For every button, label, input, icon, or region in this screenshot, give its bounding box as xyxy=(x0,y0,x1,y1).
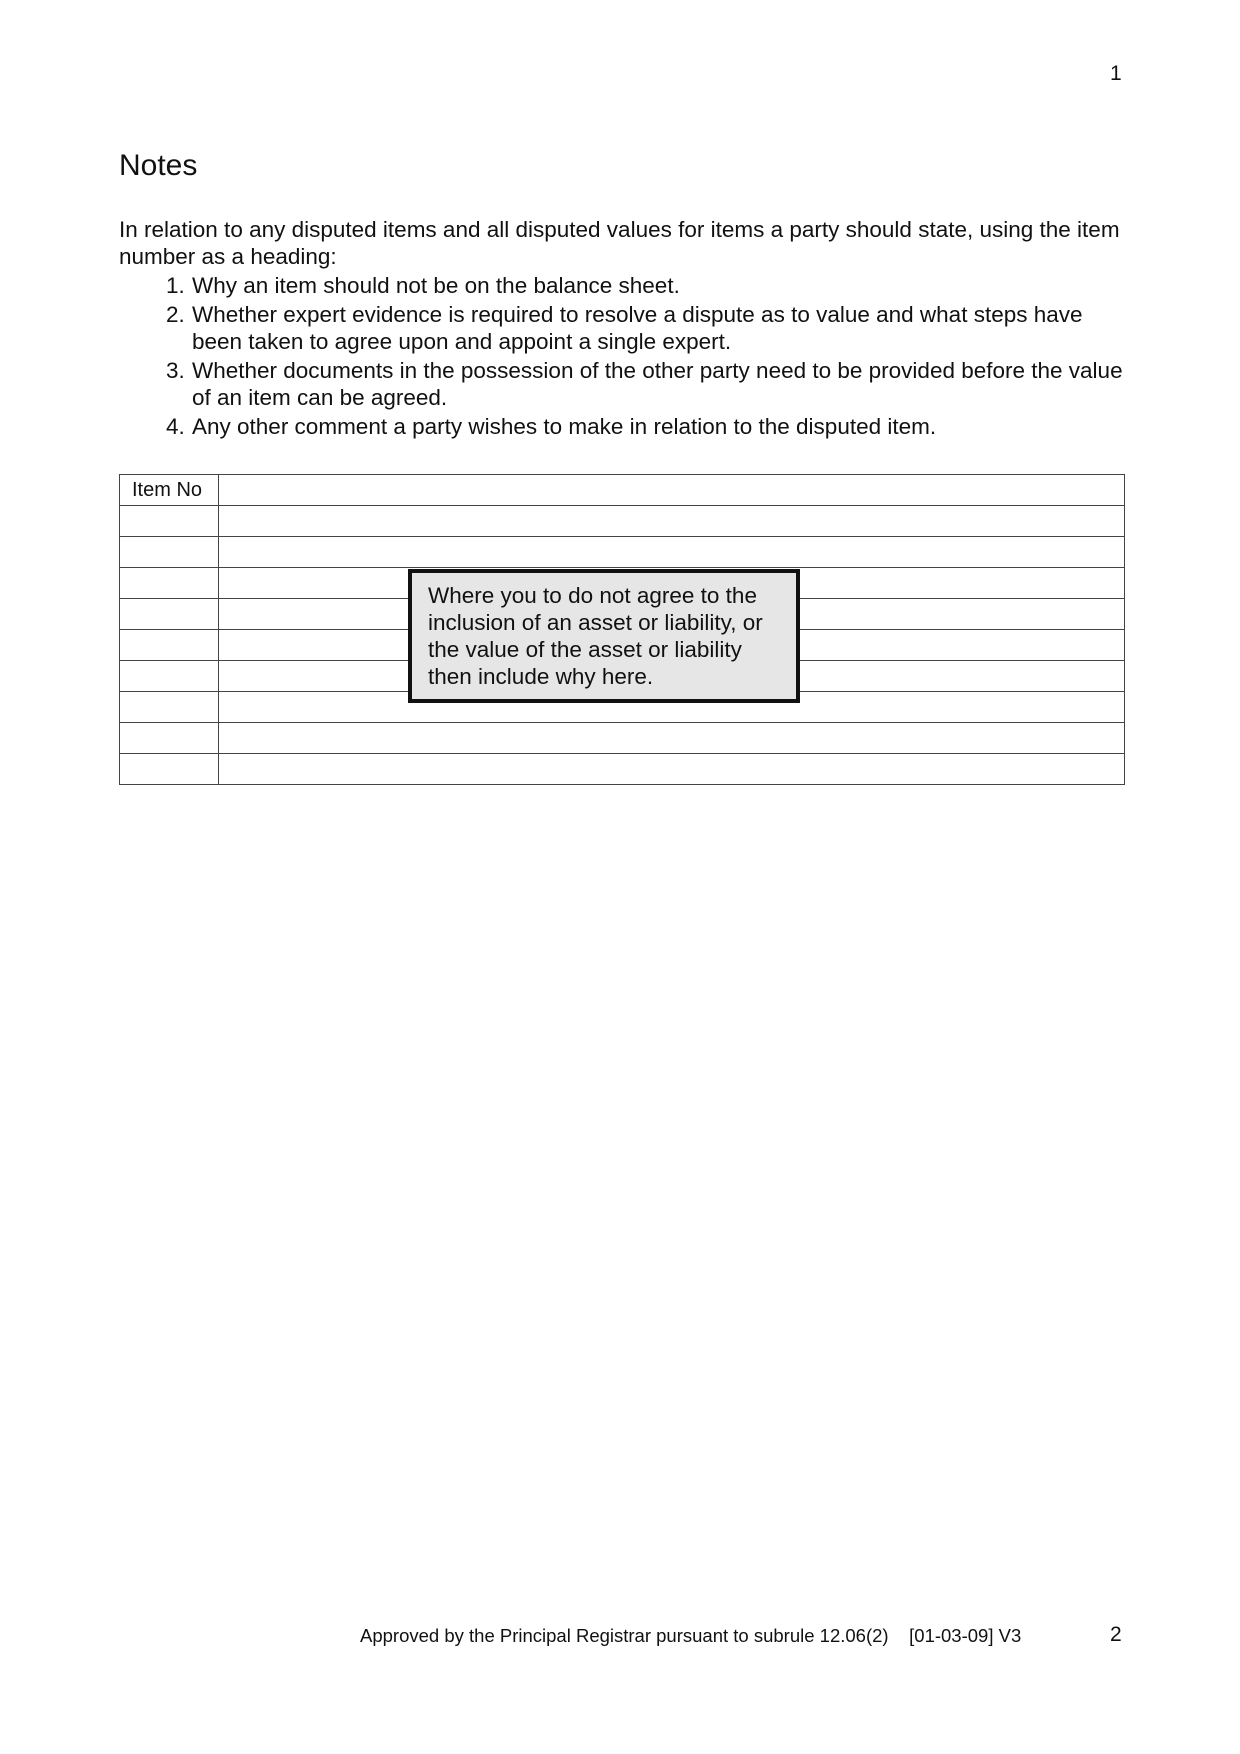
notes-heading: Notes xyxy=(119,149,198,182)
table-row xyxy=(120,506,1125,537)
item-no-cell[interactable] xyxy=(120,723,219,754)
table-row xyxy=(120,723,1125,754)
bottom-page-number: 2 xyxy=(1110,1623,1122,1646)
instruction-callout: Where you to do not agree to the inclusion of an asset or liability, or the value of the asset or liability then include why here. xyxy=(408,569,800,703)
comment-cell[interactable] xyxy=(219,537,1125,568)
notes-item-text: Why an item should not be on the balance sheet. xyxy=(192,273,680,298)
top-page-number: 1 xyxy=(1110,62,1122,85)
table-row xyxy=(120,537,1125,568)
notes-item-number: 2. xyxy=(166,302,185,327)
item-no-header: Item No xyxy=(120,475,219,506)
item-no-cell[interactable] xyxy=(120,661,219,692)
comment-cell[interactable] xyxy=(219,754,1125,785)
notes-list-item xyxy=(119,357,1129,411)
footer-approval xyxy=(360,1625,1021,1647)
footer-version: [01-03-09] V3 xyxy=(909,1625,1022,1646)
notes-list-item xyxy=(119,301,1129,355)
notes-list-item xyxy=(119,272,1129,299)
item-no-cell[interactable] xyxy=(120,692,219,723)
item-no-cell[interactable] xyxy=(120,754,219,785)
comment-cell[interactable] xyxy=(219,506,1125,537)
footer-approval-text: Approved by the Principal Registrar pursuant to subrule 12.06(2) xyxy=(360,1625,889,1646)
notes-list xyxy=(119,272,1129,442)
notes-item-text: Any other comment a party wishes to make in relation to the disputed item. xyxy=(192,414,937,439)
table-row xyxy=(120,754,1125,785)
notes-intro: In relation to any disputed items and all disputed values for items a party should state, using the item number as a heading: xyxy=(119,217,1120,269)
comment-cell[interactable] xyxy=(219,723,1125,754)
item-no-cell[interactable] xyxy=(120,506,219,537)
notes-item-text: Whether expert evidence is required to resolve a dispute as to value and what steps have been taken to agree upon and appoint a single expert. xyxy=(192,302,1083,354)
item-no-cell[interactable] xyxy=(120,599,219,630)
table-header-row xyxy=(120,475,1125,506)
item-no-cell[interactable] xyxy=(120,537,219,568)
notes-item-number: 1. xyxy=(166,273,185,298)
notes-item-number: 3. xyxy=(166,358,185,383)
item-no-cell[interactable] xyxy=(120,568,219,599)
notes-item-text: Whether documents in the possession of the other party need to be provided before the value of an item can be agreed. xyxy=(192,358,1123,410)
table-cell[interactable] xyxy=(219,475,1125,506)
notes-list-item xyxy=(119,413,1129,440)
item-no-cell[interactable] xyxy=(120,630,219,661)
notes-item-number: 4. xyxy=(166,414,185,439)
